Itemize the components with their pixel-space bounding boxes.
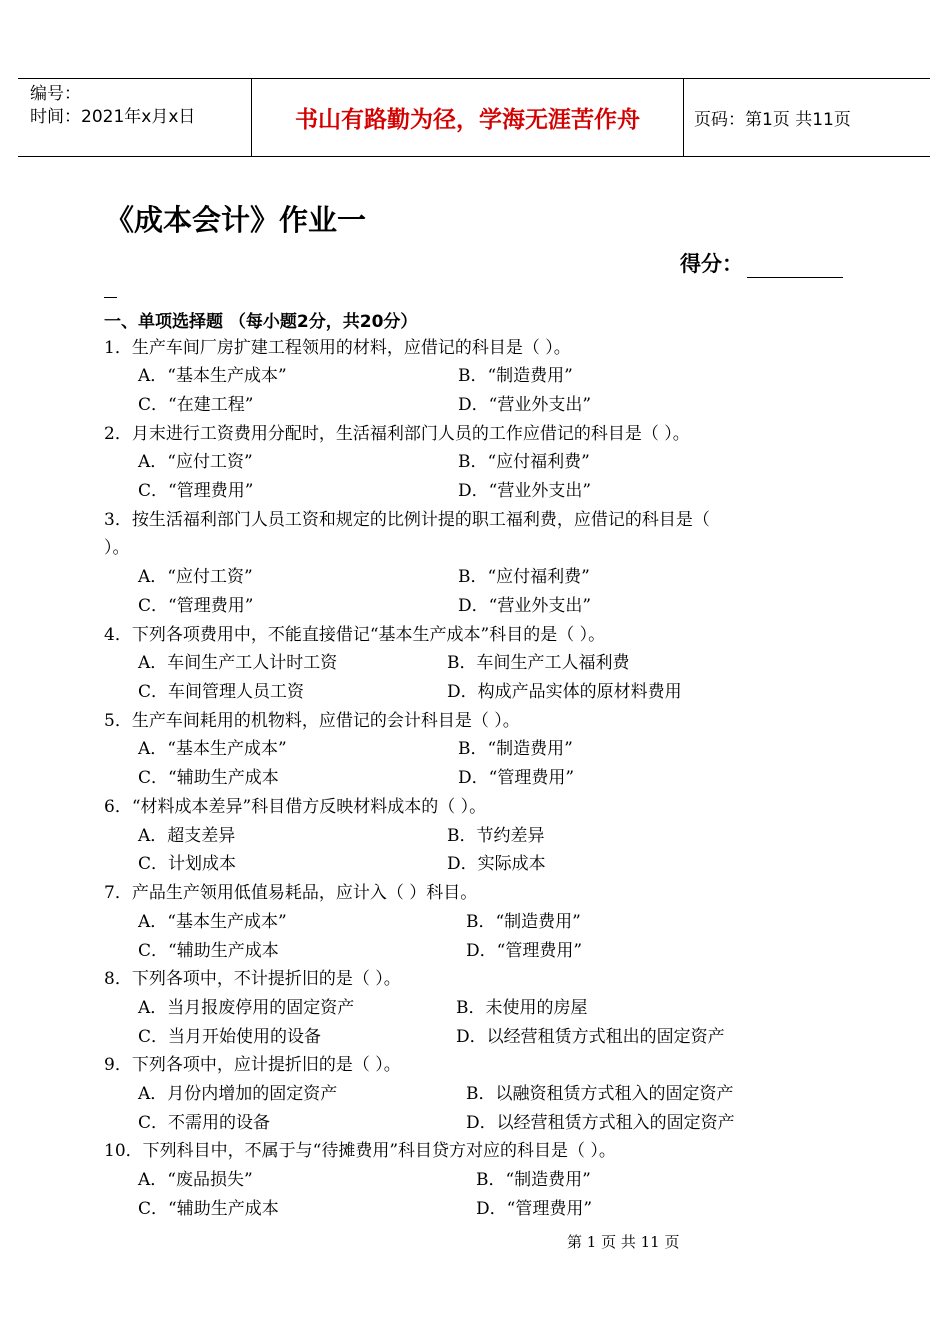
option-b: B．节约差异 — [447, 826, 545, 846]
option-d: D．“营业外支出” — [458, 596, 592, 616]
option-d: D．“管理费用” — [466, 941, 583, 961]
question-stem: 1．生产车间厂房扩建工程领用的材料，应借记的科目是（ ）。 — [104, 338, 571, 358]
option-a: A．月份内增加的固定资产 — [138, 1084, 338, 1104]
option-c: C．不需用的设备 — [138, 1113, 271, 1133]
option-d: D．以经营租赁方式租入的固定资产 — [466, 1113, 735, 1133]
option-b: B．“制造费用” — [476, 1170, 591, 1190]
option-d: D．实际成本 — [447, 854, 546, 874]
score-label: 得分： — [680, 252, 743, 276]
score-blank — [747, 257, 843, 278]
option-c: C．“辅助生产成本 — [138, 1199, 279, 1219]
section-title: 一、单项选择题 （每小题2分，共20分） — [104, 312, 418, 332]
option-a: A．“基本生产成本” — [138, 912, 287, 932]
question-stem: 7．产品生产领用低值易耗品，应计入（ ）科目。 — [104, 883, 478, 903]
question-stem-continued: ）。 — [104, 538, 130, 558]
option-a: A．当月报废停用的固定资产 — [138, 998, 355, 1018]
question-stem: 4．下列各项费用中，不能直接借记“基本生产成本”科目的是（ ）。 — [104, 625, 606, 645]
time-label: 时间：2021年x月x日 — [30, 107, 196, 127]
option-b: B．以融资租赁方式租入的固定资产 — [466, 1084, 734, 1104]
option-a: A．“基本生产成本” — [138, 739, 287, 759]
option-b: B．“应付福利费” — [458, 452, 590, 472]
header-meta — [18, 79, 252, 156]
option-c: C．“辅助生产成本 — [138, 941, 279, 961]
question-stem: 6．“材料成本差异”科目借方反映材料成本的（ ）。 — [104, 797, 487, 817]
score-field — [680, 248, 843, 278]
document-title: 《成本会计》作业一 — [105, 203, 367, 237]
option-b: B．“制造费用” — [466, 912, 581, 932]
option-a: A．“基本生产成本” — [138, 366, 287, 386]
divider-mark — [104, 297, 117, 298]
option-a: A．超支差异 — [138, 826, 236, 846]
question-stem: 2．月末进行工资费用分配时，生活福利部门人员的工作应借记的科目是（ ）。 — [104, 424, 690, 444]
option-b: B．“应付福利费” — [458, 567, 590, 587]
option-c: C．“辅助生产成本 — [138, 768, 279, 788]
option-d: D．“营业外支出” — [458, 481, 592, 501]
option-c: C．当月开始使用的设备 — [138, 1027, 322, 1047]
question-stem: 10．下列科目中，不属于与“待摊费用”科目贷方对应的科目是（ ）。 — [104, 1141, 616, 1161]
question-stem: 9．下列各项中，应计提折旧的是（ ）。 — [104, 1055, 401, 1075]
option-a: A．“废品损失” — [138, 1170, 253, 1190]
question-stem: 8．下列各项中，不计提折旧的是（ ）。 — [104, 969, 401, 989]
question-stem: 3．按生活福利部门人员工资和规定的比例计提的职工福利费，应借记的科目是（ — [104, 510, 710, 530]
page-footer: 第 1 页 共 11 页 — [567, 1233, 680, 1251]
option-b: B．车间生产工人福利费 — [447, 653, 630, 673]
header-page-code: 页码：第1页 共11页 — [694, 110, 851, 130]
option-d: D．“管理费用” — [458, 768, 575, 788]
option-c: C．计划成本 — [138, 854, 237, 874]
header-motto: 书山有路勤为径，学海无涯苦作舟 — [252, 79, 684, 156]
option-a: A．车间生产工人计时工资 — [138, 653, 338, 673]
option-d: D．“管理费用” — [476, 1199, 593, 1219]
option-c: C．“管理费用” — [138, 596, 254, 616]
option-b: B．未使用的房屋 — [456, 998, 588, 1018]
option-c: C．车间管理人员工资 — [138, 682, 305, 702]
option-c: C．“管理费用” — [138, 481, 254, 501]
question-stem: 5．生产车间耗用的机物料，应借记的会计科目是（ ）。 — [104, 711, 520, 731]
option-d: D．以经营租赁方式租出的固定资产 — [456, 1027, 725, 1047]
option-c: C．“在建工程” — [138, 395, 254, 415]
option-b: B．“制造费用” — [458, 366, 573, 386]
option-d: D．构成产品实体的原材料费用 — [447, 682, 682, 702]
option-b: B．“制造费用” — [458, 739, 573, 759]
number-label: 编号： — [30, 84, 81, 104]
page-header — [18, 78, 930, 157]
option-a: A．“应付工资” — [138, 452, 253, 472]
option-a: A．“应付工资” — [138, 567, 253, 587]
option-d: D．“营业外支出” — [458, 395, 592, 415]
